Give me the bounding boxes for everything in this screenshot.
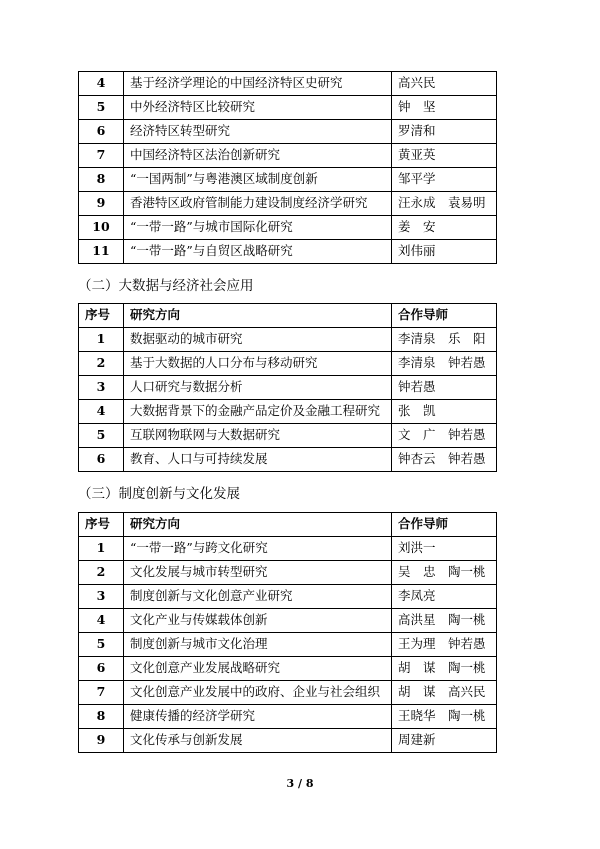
research-direction: 大数据背景下的金融产品定价及金融工程研究 [124,400,392,424]
research-direction: 健康传播的经济学研究 [124,705,392,729]
row-number: 5 [79,96,124,120]
table-row [79,681,497,705]
research-direction: 数据驱动的城市研究 [124,328,392,352]
table-row [79,120,497,144]
table-special-economic-zones [78,71,497,264]
research-direction: 文化创意产业发展中的政府、企业与社会组织 [124,681,392,705]
row-number: 7 [79,144,124,168]
table2-body [79,304,497,472]
header-supervisors: 合作导师 [392,513,497,537]
row-number: 6 [79,448,124,472]
row-number: 1 [79,537,124,561]
research-direction: 教育、人口与可持续发展 [124,448,392,472]
supervisors: 黄亚英 [392,144,497,168]
supervisors: 李清泉 乐 阳 [392,328,497,352]
table3-body [79,513,497,753]
research-direction: 人口研究与数据分析 [124,376,392,400]
table-row [79,192,497,216]
table-row [79,240,497,264]
table-row [79,376,497,400]
supervisors: 周建新 [392,729,497,753]
row-number: 2 [79,561,124,585]
header-supervisors: 合作导师 [392,304,497,328]
row-number: 9 [79,192,124,216]
table-row [79,585,497,609]
table1-body [79,72,497,264]
row-number: 11 [79,240,124,264]
table-row [79,729,497,753]
research-direction: 中国经济特区法治创新研究 [124,144,392,168]
row-number: 9 [79,729,124,753]
row-number: 3 [79,376,124,400]
supervisors: 钟 坚 [392,96,497,120]
table-row [79,168,497,192]
research-direction: 文化传承与创新发展 [124,729,392,753]
table-row [79,448,497,472]
row-number: 8 [79,168,124,192]
table-row [79,216,497,240]
supervisors: 李凤亮 [392,585,497,609]
research-direction: “一国两制”与粤港澳区域制度创新 [124,168,392,192]
row-number: 4 [79,400,124,424]
supervisors: 姜 安 [392,216,497,240]
supervisors: 汪永成 袁易明 [392,192,497,216]
table-row [79,705,497,729]
supervisors: 李清泉 钟若愚 [392,352,497,376]
row-number: 7 [79,681,124,705]
table-row [79,561,497,585]
research-direction: “一带一路”与跨文化研究 [124,537,392,561]
section-title-big-data: （二）大数据与经济社会应用 [78,278,254,294]
table-row [79,352,497,376]
page-number: 3 / 8 [286,777,314,790]
table-row [79,400,497,424]
supervisors: 高兴民 [392,72,497,96]
supervisors: 胡 谋 高兴民 [392,681,497,705]
research-direction: 中外经济特区比较研究 [124,96,392,120]
research-direction: 文化发展与城市转型研究 [124,561,392,585]
supervisors: 吴 忠 陶一桃 [392,561,497,585]
research-direction: 互联网物联网与大数据研究 [124,424,392,448]
research-direction: 文化产业与传媒载体创新 [124,609,392,633]
table-row [79,424,497,448]
header-no: 序号 [79,304,124,328]
supervisors: 王为理 钟若愚 [392,633,497,657]
research-direction: 文化创意产业发展战略研究 [124,657,392,681]
research-direction: “一带一路”与自贸区战略研究 [124,240,392,264]
row-number: 6 [79,657,124,681]
supervisors: 钟杏云 钟若愚 [392,448,497,472]
research-direction: 香港特区政府管制能力建设制度经济学研究 [124,192,392,216]
row-number: 4 [79,609,124,633]
table-row [79,328,497,352]
table-row [79,144,497,168]
supervisors: 罗清和 [392,120,497,144]
section-title-institutional-innovation: （三）制度创新与文化发展 [78,486,240,502]
table-big-data [78,303,497,472]
supervisors: 刘洪一 [392,537,497,561]
row-number: 2 [79,352,124,376]
row-number: 5 [79,424,124,448]
table-row [79,72,497,96]
row-number: 1 [79,328,124,352]
supervisors: 邹平学 [392,168,497,192]
table-header-row [79,513,497,537]
table-row [79,609,497,633]
header-no: 序号 [79,513,124,537]
supervisors: 张 凯 [392,400,497,424]
row-number: 8 [79,705,124,729]
row-number: 3 [79,585,124,609]
header-research-direction: 研究方向 [124,513,392,537]
table-row [79,657,497,681]
research-direction: 基于大数据的人口分布与移动研究 [124,352,392,376]
research-direction: “一带一路”与城市国际化研究 [124,216,392,240]
table-row [79,633,497,657]
supervisors: 高洪星 陶一桃 [392,609,497,633]
table-institutional-innovation [78,512,497,753]
row-number: 4 [79,72,124,96]
supervisors: 胡 谋 陶一桃 [392,657,497,681]
table-row [79,96,497,120]
row-number: 10 [79,216,124,240]
row-number: 6 [79,120,124,144]
table-header-row [79,304,497,328]
research-direction: 基于经济学理论的中国经济特区史研究 [124,72,392,96]
research-direction: 制度创新与城市文化治理 [124,633,392,657]
table-row [79,537,497,561]
supervisors: 文 广 钟若愚 [392,424,497,448]
row-number: 5 [79,633,124,657]
header-research-direction: 研究方向 [124,304,392,328]
supervisors: 刘伟丽 [392,240,497,264]
supervisors: 王晓华 陶一桃 [392,705,497,729]
supervisors: 钟若愚 [392,376,497,400]
research-direction: 制度创新与文化创意产业研究 [124,585,392,609]
research-direction: 经济特区转型研究 [124,120,392,144]
